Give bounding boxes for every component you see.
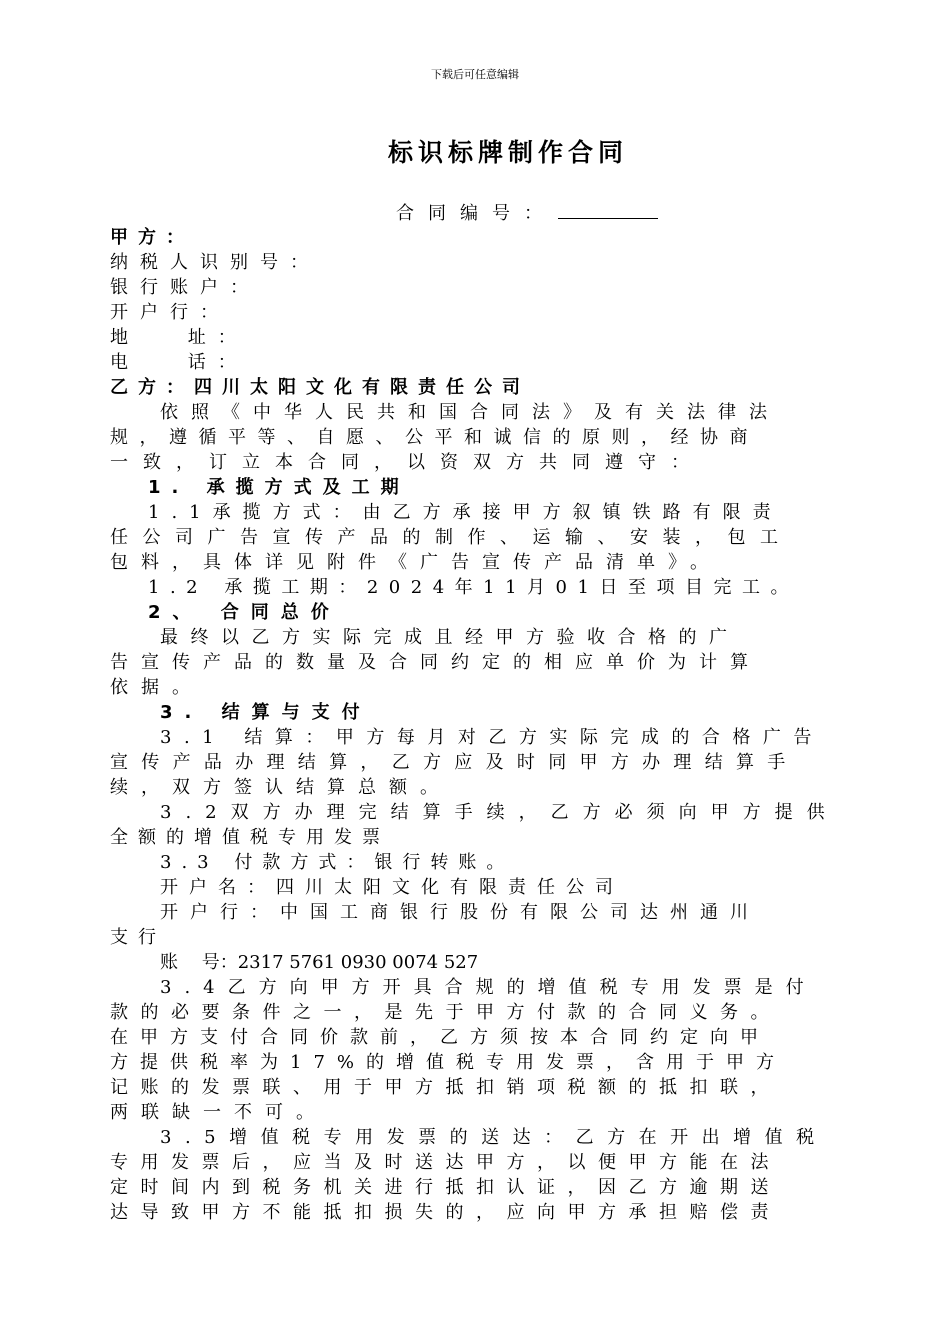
document-title: 标识标牌制作合同 (387, 138, 628, 167)
account-bank: 开户行：中国工商银行股份有限公司达州通川 (160, 902, 760, 923)
paragraph-line: 1.2 承揽工期：2024年11月01日至项目完工。 (148, 577, 799, 598)
paragraph-line: 3.2双方办理完结算手续，乙方必须向甲方提供 (160, 802, 839, 823)
contract-number-label: 合同编号： (396, 203, 556, 224)
paragraph-line: 专用发票后，应当及时送达甲方，以便甲方能在法 (110, 1152, 781, 1173)
bank-label: 开户行： (110, 302, 230, 323)
paragraph-line: 任公司广告宣传产品的制作、运输、安装，包工 (110, 527, 793, 548)
account-number: 账 号：2317 5761 0930 0074 527 (160, 952, 479, 973)
paragraph-line: 告宣传产品的数量及合同约定的相应单价为计算 (110, 652, 761, 673)
paragraph-line: 1.1承揽方式：由乙方承接甲方叙镇铁路有限责 (148, 502, 783, 523)
paragraph-line: 3.1 结算：甲方每月对乙方实际完成的合格广告 (160, 727, 824, 748)
address-label: 地 址： (110, 327, 248, 348)
account-bank-branch: 支行 (110, 927, 166, 948)
section-heading-2: 2、 合同总价 (148, 602, 341, 623)
section-heading-1: 1. 承揽方式及工期 (148, 477, 410, 498)
paragraph-line: 两联缺一不可。 (110, 1102, 327, 1123)
paragraph-line: 款的必要条件之一，是先于甲方付款的合同义务。 (110, 1002, 781, 1023)
paragraph-line: 依据。 (110, 677, 203, 698)
paragraph-line: 依照《中华人民共和国合同法》及有关法律法 (160, 402, 780, 423)
paragraph-line: 3.5增值税专用发票的送达：乙方在开出增值税 (160, 1127, 828, 1148)
paragraph-line: 全额的增值税专用发票 (110, 827, 390, 848)
taxpayer-id-label: 纳税人识别号： (110, 252, 320, 273)
phone-label: 电 话： (110, 352, 248, 373)
party-b-line: 乙方：四川太阳文化有限责任公司 (110, 377, 530, 398)
paragraph-line: 在甲方支付合同价款前，乙方须按本合同约定向甲 (110, 1027, 770, 1048)
paragraph-line: 最终以乙方实际完成且经甲方验收合格的广 (160, 627, 740, 648)
payment-method: 3.3 付款方式：银行转账。 (160, 852, 515, 873)
paragraph-line: 宣传产品办理结算，乙方应及时同甲方办理结算手 (110, 752, 799, 773)
paragraph-line: 一致，订立本合同，以资双方共同遵守： (110, 452, 704, 473)
section-heading-3: 3. 结算与支付 (160, 702, 372, 723)
party-a-label: 甲方： (110, 227, 194, 248)
contract-number-blank (558, 204, 658, 219)
page-header: 下载后可任意编辑 (431, 68, 519, 81)
contract-number (396, 199, 658, 225)
paragraph-line: 3.4乙方向甲方开具合规的增值税专用发票是付 (160, 977, 817, 998)
account-name: 开户名：四川太阳文化有限责任公司 (160, 877, 624, 898)
paragraph-line: 记账的发票联、用于甲方抵扣销项税额的抵扣联， (110, 1077, 781, 1098)
paragraph-line: 续，双方签认结算总额。 (110, 777, 451, 798)
paragraph-line: 方提供税率为17%的增值税专用发票，含用于甲方 (110, 1052, 787, 1073)
paragraph-line: 达导致甲方不能抵扣损失的，应向甲方承担赔偿责 (110, 1202, 781, 1223)
paragraph-line: 定时间内到税务机关进行抵扣认证，因乙方逾期送 (110, 1177, 781, 1198)
paragraph-line: 规，遵循平等、自愿、公平和诚信的原则，经协商 (110, 427, 759, 448)
paragraph-line: 包料，具体详见附件《广告宣传产品清单》。 (110, 552, 721, 573)
bank-account-label: 银行账户： (110, 277, 260, 298)
